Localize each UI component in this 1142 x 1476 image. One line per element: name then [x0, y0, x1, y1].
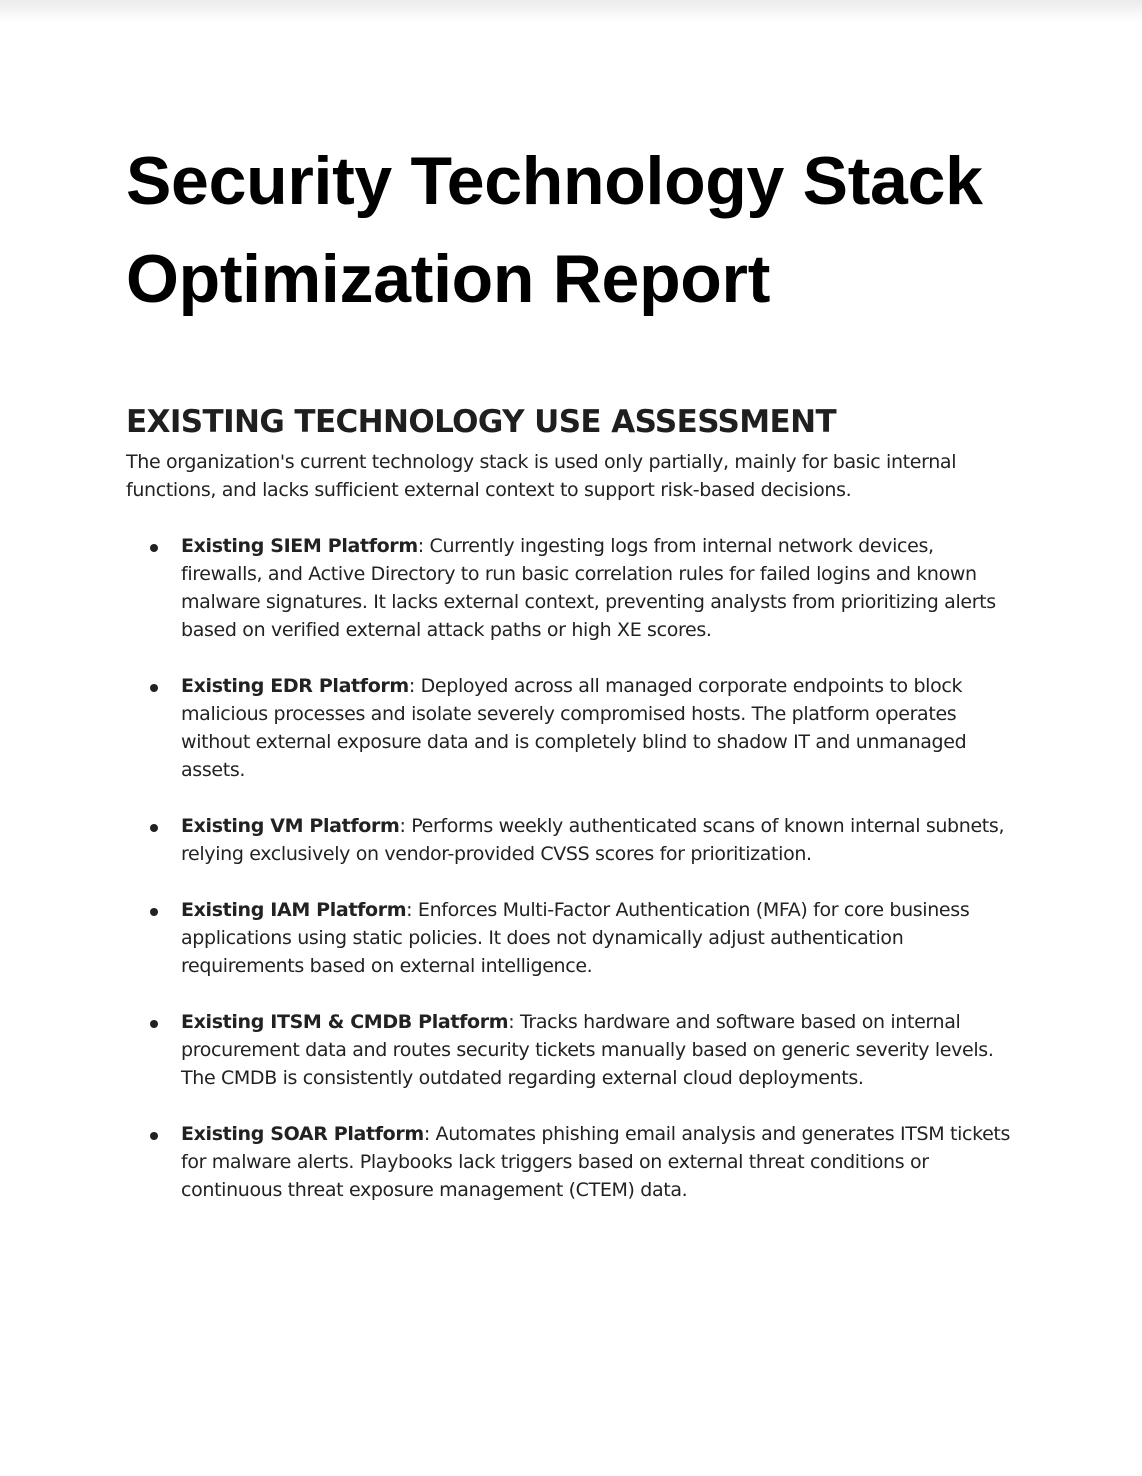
list-item-siem [126, 532, 1016, 644]
list-item-title: Existing VM Platform [181, 815, 400, 837]
list-item-title: Existing ITSM & CMDB Platform [181, 1011, 509, 1033]
intro-paragraph: The organization's current technology stack is used only partially, mainly for basic internal functions, and lacks sufficient external context to support risk-based decisions. [126, 451, 957, 501]
list-item-description: : Performs weekly authenticated scans of known internal subnets, relying exclusively on vendor-provided CVSS scores for prioritization. [181, 815, 1005, 865]
technology-list [126, 532, 1016, 1204]
document-title-line-2: Optimization Report [126, 241, 771, 317]
list-item-description: : Currently ingesting logs from internal network devices, firewalls, and Active Directory to run basic correlation rules for failed logins and known malware signatures. It lacks external context, preventing analysts from prioritizing alerts based on verified external attack paths or high XE scores. [181, 535, 996, 641]
list-item-soar [126, 1120, 1016, 1204]
bullet-icon [150, 908, 158, 916]
list-item-vm [126, 812, 1016, 868]
list-item-title: Existing IAM Platform [181, 899, 407, 921]
document-title [126, 132, 1016, 328]
list-item-description: : Automates phishing email analysis and generates ITSM tickets for malware alerts. Playbooks lack triggers based on external threat conditions or continuous threat exposure management (CTEM) data. [181, 1123, 1011, 1201]
list-item-description: : Tracks hardware and software based on internal procurement data and routes security tickets manually based on generic severity levels. The CMDB is consistently outdated regarding external cloud deployments. [181, 1011, 994, 1089]
document-title-line-1: Security Technology Stack [126, 143, 983, 219]
bullet-icon [150, 824, 158, 832]
list-item-description: : Enforces Multi-Factor Authentication (MFA) for core business applications using static policies. It does not dynamically adjust authentication requirements based on external intelligence. [181, 899, 970, 977]
list-item-edr [126, 672, 1016, 784]
list-item-title: Existing EDR Platform [181, 675, 409, 697]
document-content [126, 132, 1016, 1232]
bullet-icon [150, 684, 158, 692]
list-item-itsm-cmdb [126, 1008, 1016, 1092]
list-item-title: Existing SOAR Platform [181, 1123, 424, 1145]
list-item-description: : Deployed across all managed corporate endpoints to block malicious processes and isolate severely compromised hosts. The platform operates without external exposure data and is completely blind to shadow IT and unmanaged assets. [181, 675, 967, 781]
bullet-icon [150, 544, 158, 552]
list-item-title: Existing SIEM Platform [181, 535, 418, 557]
section-heading: EXISTING TECHNOLOGY USE ASSESSMENT [126, 404, 836, 440]
list-item-iam [126, 896, 1016, 980]
bullet-icon [150, 1132, 158, 1140]
bullet-icon [150, 1020, 158, 1028]
